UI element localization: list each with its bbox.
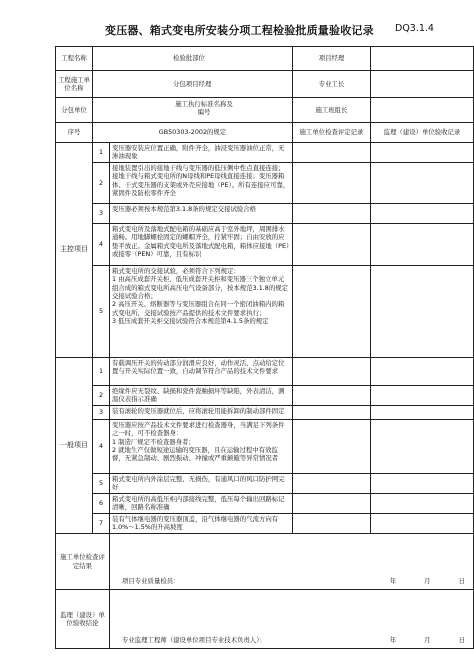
- main-item-supervision-cell[interactable]: [371, 163, 474, 204]
- construction-result-cell[interactable]: [110, 534, 474, 590]
- main-item-num: 2: [93, 163, 110, 204]
- main-items-category: 主控项目: [56, 143, 93, 358]
- general-item-num: 5: [93, 474, 110, 494]
- general-item-num: 7: [93, 514, 110, 534]
- project-manager-label: 项目经理: [293, 47, 371, 71]
- main-item-text: 接地装置引出的接地干线与变压器的低压侧中性点直接连接；接地干线与箱式变电所的N母线和PE母线直接连接；变压器箱体、干式变压器的支架或外壳应接地（PE）。所有连接应可靠，紧固件及防松零件齐全: [110, 163, 293, 204]
- team-leader-label: 施工班组长: [293, 98, 371, 123]
- general-item-supervision-cell[interactable]: [371, 406, 474, 420]
- info-row-construction: [56, 71, 474, 98]
- construction-sign-line: [112, 577, 471, 585]
- supervision-date: [380, 636, 471, 644]
- spec-header: GB50303-2002的规定: [93, 123, 293, 143]
- general-item-construction-cell[interactable]: [293, 386, 371, 406]
- main-item-num: 4: [93, 224, 110, 266]
- seq-header: 序号: [56, 123, 93, 143]
- month-label: 月: [424, 576, 431, 585]
- general-item-supervision-cell[interactable]: [371, 494, 474, 514]
- general-item-row-3: [56, 406, 474, 420]
- general-item-supervision-cell[interactable]: [371, 474, 474, 494]
- general-items-category: 一般项目: [56, 358, 93, 534]
- general-item-text: 变压器应按产品技术文件要求进行检查器身，当满足下列条件之一时，可不检查器身： 1 制造厂规定不检查器身者； 2 就地生产仅做短途运输的变压器，且在运输过程中有效监督，无紧急制动、剧烈振动、冲撞或严重颠簸等异常情况者: [110, 420, 293, 474]
- inspection-part-label: 检验批部位: [173, 54, 205, 62]
- construction-unit-label: 工程施工单位名称: [56, 71, 93, 98]
- subcontract-unit-cell[interactable]: [93, 98, 293, 123]
- general-item-supervision-cell[interactable]: [371, 358, 474, 386]
- general-item-supervision-cell[interactable]: [371, 386, 474, 406]
- supervision-record-header: 监理（建设）单位验收记录: [371, 123, 474, 143]
- main-item-construction-cell[interactable]: [293, 224, 371, 266]
- page-title: 变压器、箱式变电所安装分项工程检验批质量验收记录: [105, 24, 374, 37]
- column-header-row: [56, 123, 474, 143]
- general-item-text: 箱式变电所的高低压柜内部接线完整，低压每个输出回路标记清晰，回路名称准确: [110, 494, 293, 514]
- foreman-value[interactable]: [371, 71, 474, 98]
- construction-result-label: 施工单位检查评定结果: [56, 534, 110, 590]
- supervision-person-label: 专业监理工程师（建设单位项目专业技术负责人）：: [122, 635, 266, 644]
- main-item-construction-cell[interactable]: [293, 266, 371, 358]
- team-leader-value[interactable]: [371, 98, 474, 123]
- main-item-text: 箱式变电所的交接试验，必须符合下列规定： 1 由高压成套开关柜、低压成套开关柜和变压器三个独立单元组合成的箱式变电所高压电气设备部分，按本规范3.1.8的规定交接试验合格； 2 高压开关、熔断器等与变压器组合在同一个密闭油箱内的箱式变电所，交接试验按产品提供的技术文件要求执行； 3 低压成套开关柜交接试验符合本规范第4.1.5条的规定: [110, 266, 293, 358]
- main-item-supervision-cell[interactable]: [371, 204, 474, 224]
- standard-label: 施工执行标准名称及编号: [175, 100, 233, 117]
- main-item-text: 箱式变电所及落地式配电箱的基础应高于室外地坪，周围排水通畅。用地脚螺栓固定的螺帽齐全，拧紧牢固；自由安放的应垫平放正。金属箱式变电所及落地式配电箱，箱体应接地（PE）或接零（PEN）可靠，且有标识: [110, 224, 293, 266]
- day-label: 日: [458, 635, 465, 644]
- construction-result-row: [56, 534, 474, 590]
- supervision-result-label: 监理（建设）单位验收结论: [56, 590, 110, 649]
- general-item-row-4: [56, 420, 474, 474]
- main-item-num: 3: [93, 204, 110, 224]
- general-item-construction-cell[interactable]: [293, 514, 371, 534]
- supervision-sign-line: [112, 636, 471, 644]
- general-item-construction-cell[interactable]: [293, 420, 371, 474]
- main-item-construction-cell[interactable]: [293, 163, 371, 204]
- general-item-num: 2: [93, 386, 110, 406]
- general-item-text: 箱式变电所内外涂层完整、无损伤，有通风口的风口防护网完好: [110, 474, 293, 494]
- main-item-row-4: [56, 224, 474, 266]
- main-item-row-5: [56, 266, 474, 358]
- foreman-label: 专业工长: [293, 71, 371, 98]
- construction-record-header: 施工单位检查评定记录: [293, 123, 371, 143]
- general-item-construction-cell[interactable]: [293, 406, 371, 420]
- main-item-num: 1: [93, 143, 110, 163]
- general-item-text: 装有滚轮的变压器就位后，应将滚轮用能拆卸的制动部件固定: [110, 406, 293, 420]
- general-item-supervision-cell[interactable]: [371, 420, 474, 474]
- subcontract-unit-label: 分包单位: [56, 98, 93, 123]
- general-item-num: 6: [93, 494, 110, 514]
- month-label: 月: [424, 635, 431, 644]
- general-item-num: 1: [93, 358, 110, 386]
- title-row: [0, 22, 474, 38]
- general-item-text: 装有气体继电器的变压器顶盖，沿气体继电器的气流方向有1.0%～1.5%的升高坡度: [110, 514, 293, 534]
- general-item-text: 绝缘件应无裂纹、缺损和瓷件瓷釉损坏等缺陷，外表清洁，测温仪表指示准确: [110, 386, 293, 406]
- general-item-row-6: [56, 494, 474, 514]
- general-item-row-5: [56, 474, 474, 494]
- main-item-num: 5: [93, 266, 110, 358]
- construction-unit-cell[interactable]: [93, 71, 293, 98]
- main-item-supervision-cell[interactable]: [371, 224, 474, 266]
- general-item-row-1: [56, 358, 474, 386]
- general-item-construction-cell[interactable]: [293, 494, 371, 514]
- year-label: 年: [389, 635, 397, 644]
- main-item-supervision-cell[interactable]: [371, 266, 474, 358]
- year-label: 年: [389, 576, 397, 585]
- general-item-num: 4: [93, 420, 110, 474]
- project-name-label: 工程名称: [56, 47, 93, 71]
- supervision-result-row: [56, 590, 474, 649]
- construction-person-label: 项目专业质量检员：: [122, 576, 180, 585]
- main-item-row-2: [56, 163, 474, 204]
- general-item-row-2: [56, 386, 474, 406]
- project-manager-value[interactable]: [371, 47, 474, 71]
- main-item-construction-cell[interactable]: [293, 204, 371, 224]
- record-table: [55, 46, 474, 649]
- supervision-result-cell[interactable]: [110, 590, 474, 649]
- info-row-project: [56, 47, 474, 71]
- main-item-row-1: [56, 143, 474, 163]
- main-item-text: 变压器必须按本规范第3.1.8条的规定交接试验合格: [110, 204, 293, 224]
- project-name-cell[interactable]: [93, 47, 293, 71]
- general-item-supervision-cell[interactable]: [371, 514, 474, 534]
- general-item-text: 有载调压开关的传动部分润滑应良好，动作灵活，点动给定位置与开关实际位置一致，自动调节符合产品的技术文件要求: [110, 358, 293, 386]
- main-item-row-3: [56, 204, 474, 224]
- general-item-row-7: [56, 514, 474, 534]
- main-item-construction-cell[interactable]: [293, 143, 371, 163]
- day-label: 日: [458, 576, 465, 585]
- construction-date: [380, 577, 471, 585]
- main-item-supervision-cell[interactable]: [371, 143, 474, 163]
- sub-manager-label: 分包项目经理: [173, 80, 212, 88]
- main-item-text: 变压器安装应位置正确，附件齐全，油浸变压器油位正常，无渗油现象: [110, 143, 293, 163]
- form-code: DQ3.1.4: [395, 23, 434, 34]
- general-item-num: 3: [93, 406, 110, 420]
- info-row-subcontract: [56, 98, 474, 123]
- general-item-construction-cell[interactable]: [293, 358, 371, 386]
- general-item-construction-cell[interactable]: [293, 474, 371, 494]
